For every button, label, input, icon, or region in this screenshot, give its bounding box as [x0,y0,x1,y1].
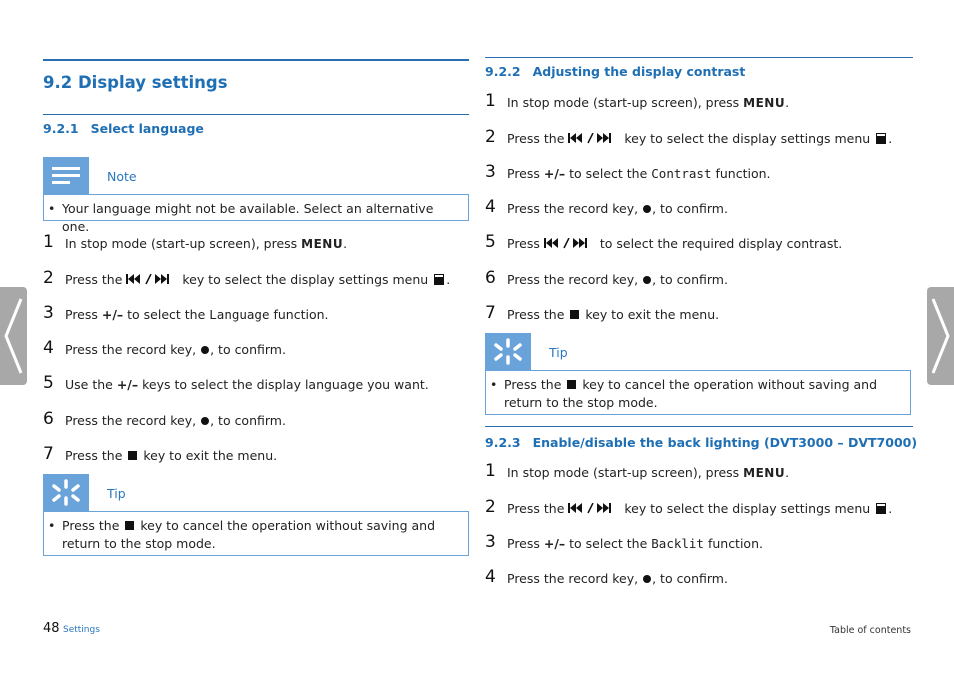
step-text: key to exit the menu. [581,307,720,322]
record-dot-icon [643,575,651,583]
subsection-rule [485,426,913,427]
table-of-contents-link[interactable]: Table of contents [829,625,911,636]
top-rule [485,57,913,58]
section-rule [43,114,469,115]
step-6 [485,268,913,290]
step-text: . [785,95,790,110]
function-name: Contrast [651,166,712,181]
plus-minus-key: +/– [543,166,566,181]
tip-text-part: key to cancel the operation without saving and return to the stop mode. [62,518,436,551]
step-7 [43,444,469,466]
step-number: 1 [485,461,496,481]
step-4 [485,567,913,589]
step-number: 3 [485,532,496,552]
step-text: . [888,131,893,146]
step-2 [485,127,913,149]
step-text: Press the record key, [507,201,643,216]
step-text: In stop mode (start-up screen), press [65,236,302,251]
step-text: . [446,272,451,287]
step-5 [485,232,913,254]
stop-square-icon [125,521,134,530]
step-text: . [785,465,790,480]
bullet: • [490,377,498,392]
menu-key: MENU [301,237,344,251]
stop-square-icon [567,380,576,389]
step-number: 3 [43,303,54,323]
step-number: 4 [485,567,496,587]
arrow-right-icon [927,287,954,385]
step-2 [485,497,913,519]
step-text: Press the [507,501,569,516]
note-icon [43,157,89,194]
step-5 [43,373,469,395]
step-1 [485,91,913,113]
step-text: , to confirm. [652,571,728,586]
prev-next-keys-icon [126,274,178,285]
step-number: 6 [485,268,496,288]
step-1 [485,461,913,483]
step-3 [485,532,913,554]
step-text: Press [507,536,544,551]
function-name: Backlit [651,536,704,551]
menu-key: MENU [743,96,786,110]
step-number: 1 [43,232,54,252]
step-text: . [888,501,893,516]
record-dot-icon [201,346,209,354]
menu-icon [434,274,444,285]
step-number: 1 [485,91,496,111]
tip-icon [43,474,89,511]
tip-text-part: key to cancel the operation without saving and return to the stop mode. [504,377,878,410]
tip-label: Tip [107,486,126,501]
section-name: Settings [63,625,100,635]
tip-box [43,511,469,556]
menu-key: MENU [743,466,786,480]
step-number: 2 [485,127,496,147]
subsection-heading-display-contrast: 9.2.2 Adjusting the display contrast [485,64,746,79]
step-text: key to select the display settings menu [178,272,433,287]
step-text: , to confirm. [652,272,728,287]
step-number: 7 [43,444,54,464]
record-dot-icon [643,205,651,213]
menu-icon [876,503,886,514]
prev-next-keys-icon [568,133,620,144]
step-text: Press the [65,272,127,287]
step-text: Press the record key, [507,272,643,287]
step-text: key to exit the menu. [139,448,278,463]
stop-square-icon [128,451,137,460]
step-number: 6 [43,409,54,429]
step-number: 5 [43,373,54,393]
plus-minus-key: +/– [101,307,124,322]
step-text: . [343,236,348,251]
step-number: 4 [43,338,54,358]
subsection-heading-select-language: 9.2.1 Select language [43,121,204,136]
step-text: function. [711,166,771,181]
record-dot-icon [201,417,209,425]
step-7 [485,303,913,325]
tip-label: Tip [549,345,568,360]
plus-minus-key: +/– [543,536,566,551]
previous-page-tab[interactable] [0,287,27,385]
step-6 [43,409,469,431]
page-number: 48 [43,621,60,636]
arrow-left-icon [0,287,27,385]
step-number: 4 [485,197,496,217]
step-text: In stop mode (start-up screen), press [507,95,744,110]
step-text: Use the [65,377,117,392]
step-text: to select the [565,536,652,551]
plus-minus-key: +/– [116,377,139,392]
step-3 [43,303,469,325]
step-number: 3 [485,162,496,182]
step-text: key to select the display settings menu [620,131,875,146]
prev-next-keys-icon [568,503,620,514]
step-text: keys to select the display language you want. [138,377,429,392]
step-text: Press the record key, [65,342,201,357]
top-rule [43,59,469,61]
next-page-tab[interactable] [927,287,954,385]
step-text: to select the [565,166,652,181]
step-number: 2 [43,268,54,288]
step-4 [43,338,469,360]
step-text: key to select the display settings menu [620,501,875,516]
step-text: , to confirm. [652,201,728,216]
step-text: function. [703,536,763,551]
step-number: 7 [485,303,496,323]
step-number: 2 [485,497,496,517]
tip-text [62,517,460,553]
step-text: Press [507,166,544,181]
step-3 [485,162,913,184]
prev-next-keys-icon [544,238,596,249]
step-text: Press [507,236,544,251]
subsection-heading-back-lighting: 9.2.3 Enable/disable the back lighting (DVT3000 – DVT7000) [485,435,918,450]
tip-text-part: Press the [504,377,566,392]
tip-header [485,333,685,370]
section-heading: 9.2 Display settings [43,73,228,92]
tip-text [504,376,902,412]
step-text: Press the [65,448,127,463]
step-text: In stop mode (start-up screen), press [507,465,744,480]
tip-header [43,474,243,511]
tip-icon [485,333,531,370]
step-2 [43,268,469,290]
step-text: to select the required display contrast. [595,236,843,251]
step-text: Press the record key, [507,571,643,586]
menu-icon [876,133,886,144]
record-dot-icon [643,276,651,284]
step-text: , to confirm. [210,413,286,428]
note-label: Note [107,169,137,184]
bullet: • [48,518,56,533]
step-text: Press [65,307,102,322]
bullet: • [48,201,56,216]
note-text: Your language might not be available. Select an alternative one. [62,201,434,234]
function-name: Language [209,307,270,322]
tip-text-part: Press the [62,518,124,533]
step-text: function. [269,307,329,322]
step-text: to select the [123,307,210,322]
step-4 [485,197,913,219]
step-text: , to confirm. [210,342,286,357]
step-1 [43,232,469,254]
step-number: 5 [485,232,496,252]
stop-square-icon [570,310,579,319]
tip-box [485,370,911,415]
step-text: Press the [507,307,569,322]
note-box [43,194,469,234]
note-header [43,157,243,194]
step-text: Press the [507,131,569,146]
step-text: Press the record key, [65,413,201,428]
